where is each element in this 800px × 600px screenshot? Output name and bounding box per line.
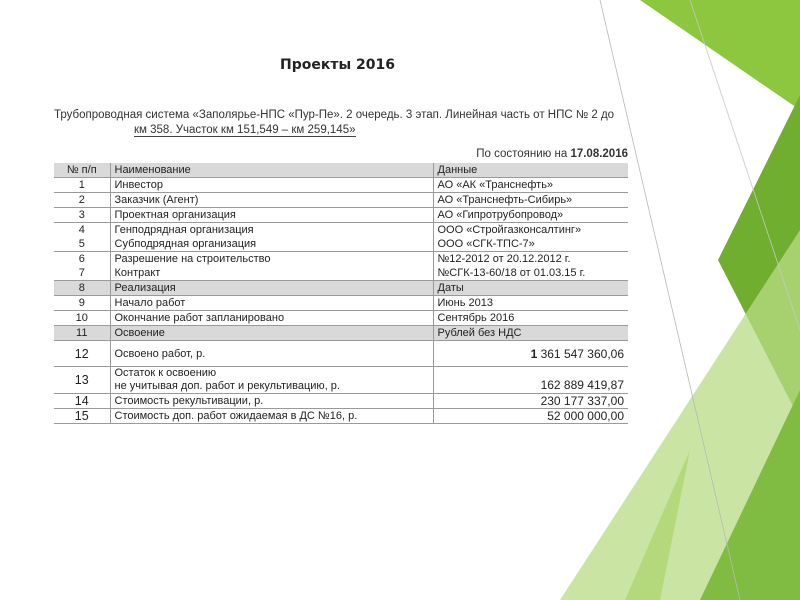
row-name: Освоено работ, р. xyxy=(110,341,433,367)
row-num: 12 xyxy=(54,341,110,367)
table-row xyxy=(54,193,628,208)
row-data-rest: 361 547 360,06 xyxy=(537,346,624,361)
row-data: Сентябрь 2016 xyxy=(433,311,628,326)
row-num: 3 xyxy=(54,208,110,223)
table-row xyxy=(54,367,628,394)
as-of-value: 17.08.2016 xyxy=(570,148,628,160)
table-row-merged xyxy=(54,223,628,252)
table-row xyxy=(54,311,628,326)
row-num: 14 xyxy=(54,394,110,409)
row-num: 2 xyxy=(54,193,110,208)
project-description xyxy=(54,108,624,138)
table-header-row xyxy=(54,163,628,178)
row-name: Стоимость доп. работ ожидаемая в ДС №16, р. xyxy=(110,409,433,424)
deco-green-triangle-top xyxy=(640,0,800,110)
table-row xyxy=(54,178,628,193)
table-row xyxy=(54,296,628,311)
row-name: Контракт xyxy=(114,267,161,279)
row-num: 11 xyxy=(54,326,110,341)
table-row xyxy=(54,208,628,223)
projects-table xyxy=(54,163,628,424)
row-name: Генподрядная организация xyxy=(114,224,254,236)
row-name: Субподрядная организация xyxy=(114,238,257,250)
row-data xyxy=(433,341,628,367)
row-num: 13 xyxy=(54,367,110,394)
header-data: Данные xyxy=(433,163,628,178)
project-description-line2: км 358. Участок км 151,549 – км 259,145» xyxy=(134,124,356,136)
as-of-date xyxy=(380,148,628,160)
row-data: ООО «Стройгазконсалтинг» xyxy=(437,224,582,236)
section-row-realization xyxy=(54,281,628,296)
table-row xyxy=(54,394,628,409)
row-name: Разрешение на строительство xyxy=(114,253,271,265)
row-data: 230 177 337,00 xyxy=(433,394,628,409)
slide-title: Проекты 2016 xyxy=(280,57,395,73)
row-name: Начало работ xyxy=(110,296,433,311)
as-of-label: По состоянию на xyxy=(476,148,568,160)
header-name: Наименование xyxy=(110,163,433,178)
row-data: 162 889 419,87 xyxy=(433,367,628,394)
row-data-bold: 1 xyxy=(530,346,538,361)
row-name: Проектная организация xyxy=(110,208,433,223)
row-num: 7 xyxy=(78,267,85,279)
row-name: Окончание работ запланировано xyxy=(110,311,433,326)
table-row xyxy=(54,409,628,424)
row-data: №СГК-13-60/18 от 01.03.15 г. xyxy=(437,267,586,279)
row-name: Стоимость рекультивации, р. xyxy=(110,394,433,409)
row-num: 8 xyxy=(54,281,110,296)
table-row xyxy=(54,341,628,367)
row-data: АО «Транснефть-Сибирь» xyxy=(433,193,628,208)
row-data: АО «Гипротрубопровод» xyxy=(433,208,628,223)
section-name: Освоение xyxy=(110,326,433,341)
section-row-development xyxy=(54,326,628,341)
section-name: Реализация xyxy=(110,281,433,296)
row-num: 4 xyxy=(78,224,85,236)
row-name: Инвестор xyxy=(110,178,433,193)
row-data: №12-2012 от 20.12.2012 г. xyxy=(437,253,571,265)
header-num: № п/п xyxy=(54,163,110,178)
row-num: 5 xyxy=(78,238,85,250)
row-num: 9 xyxy=(54,296,110,311)
project-description-line1: Трубопроводная система «Заполярье-НПС «Пур-Пе». 2 очередь. 3 этап. Линейная часть от НПС № 2 до xyxy=(54,109,615,121)
section-data: Даты xyxy=(433,281,628,296)
row-name: Остаток к освоению xyxy=(114,367,217,379)
row-name: не учитывая доп. работ и рекультивацию, р. xyxy=(114,380,340,392)
row-num: 6 xyxy=(78,253,85,265)
section-data: Рублей без НДС xyxy=(433,326,628,341)
row-data: 52 000 000,00 xyxy=(433,409,628,424)
row-num: 15 xyxy=(54,409,110,424)
row-data: АО «АК «Транснефть» xyxy=(433,178,628,193)
row-num: 1 xyxy=(54,178,110,193)
table-row-merged xyxy=(54,252,628,281)
row-data: ООО «СГК-ТПС-7» xyxy=(437,238,535,250)
row-name: Заказчик (Агент) xyxy=(110,193,433,208)
row-num: 10 xyxy=(54,311,110,326)
row-data: Июнь 2013 xyxy=(433,296,628,311)
